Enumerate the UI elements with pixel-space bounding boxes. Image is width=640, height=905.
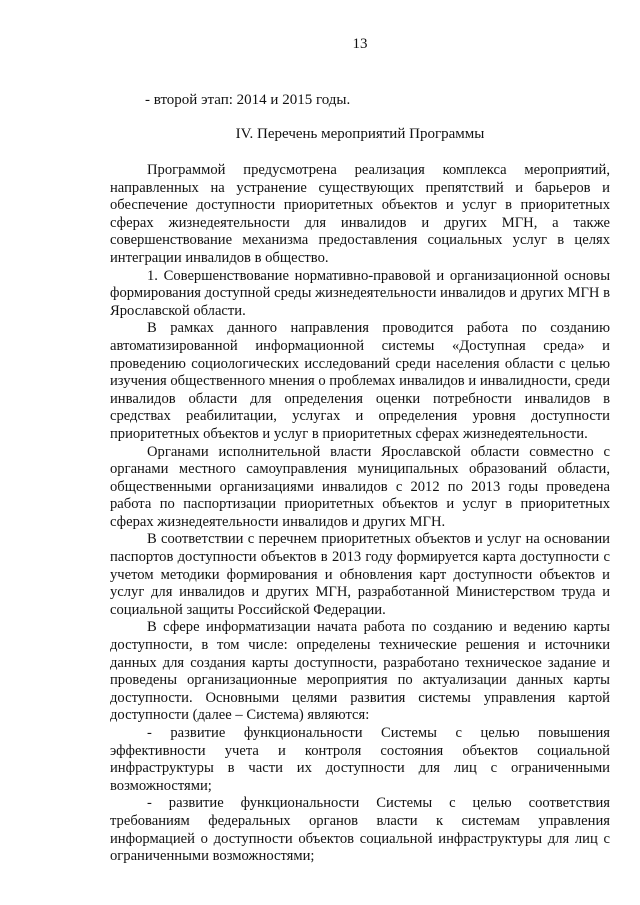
section-title: IV. Перечень мероприятий Программы bbox=[235, 126, 485, 142]
page-number: 13 bbox=[352, 36, 368, 52]
paragraph: В соответствии с перечнем приоритетных объектов и услуг на основании паспортов доступности объектов в 2013 году формируется карта доступности с учетом методики формирования и обновления карт доступности объектов и услуг для инвалидов и других МГН, разработанной Министерством труда и социальной защиты Российской Федерации. bbox=[110, 531, 610, 618]
stage-line: - второй этап: 2014 и 2015 годы. bbox=[145, 92, 351, 108]
bullet-item: - развитие функциональности Системы с целью соответствия требованиям федеральных органов власти к системам управления информацией о доступности объектов социальной инфраструктуры для лиц с ограниченными возможностями; bbox=[110, 795, 610, 865]
paragraph: Органами исполнительной власти Ярославской области совместно с органами местного самоуправления муниципальных образований области, общественными организациями инвалидов с 2012 по 2013 годы проведена работа по паспортизации приоритетных объектов и услуг в приоритетных сферах жизнедеятельности инвалидов и других МГН. bbox=[110, 443, 610, 530]
paragraph: В рамках данного направления проводится работа по созданию автоматизированной информационной системы «Доступная среда» и проведению социологических исследований среди населения области с целью изучения общественного мнения о проблемах инвалидов и инвалидности, среди инвалидов области для определения оценки потребности инвалидов в средствах реабилитации, услугах и определения уровня доступности приоритетных объектов и услуг в приоритетных сферах жизнедеятельности. bbox=[110, 320, 610, 442]
paragraph: Программой предусмотрена реализация комплекса мероприятий, направленных на устранение существующих препятствий и барьеров и обеспечение доступности приоритетных объектов и услуг в приоритетных сферах жизнедеятельности для инвалидов и других МГН, а также совершенствование механизма предоставления социальных услуг в целях интеграции инвалидов в общество. bbox=[110, 162, 610, 266]
paragraph: 1. Совершенствование нормативно-правовой и организационной основы формирования доступной среды жизнедеятельности инвалидов и других МГН в Ярославской области. bbox=[110, 267, 610, 319]
bullet-item: - развитие функциональности Системы с целью повышения эффективности учета и контроля состояния объектов социальной инфраструктуры в части их доступности для лиц с ограниченными возможностями; bbox=[110, 725, 610, 794]
body-text bbox=[110, 162, 610, 866]
paragraph: В сфере информатизации начата работа по созданию и ведению карты доступности, в том числе: определены технические решения и источники данных для создания карты доступности, разработано техническое задание и проведены организационные мероприятия по актуализации данных карты доступности. Основными целями развития системы управления картой доступности (далее – Система) являются: bbox=[110, 619, 610, 724]
document-page bbox=[110, 0, 610, 905]
